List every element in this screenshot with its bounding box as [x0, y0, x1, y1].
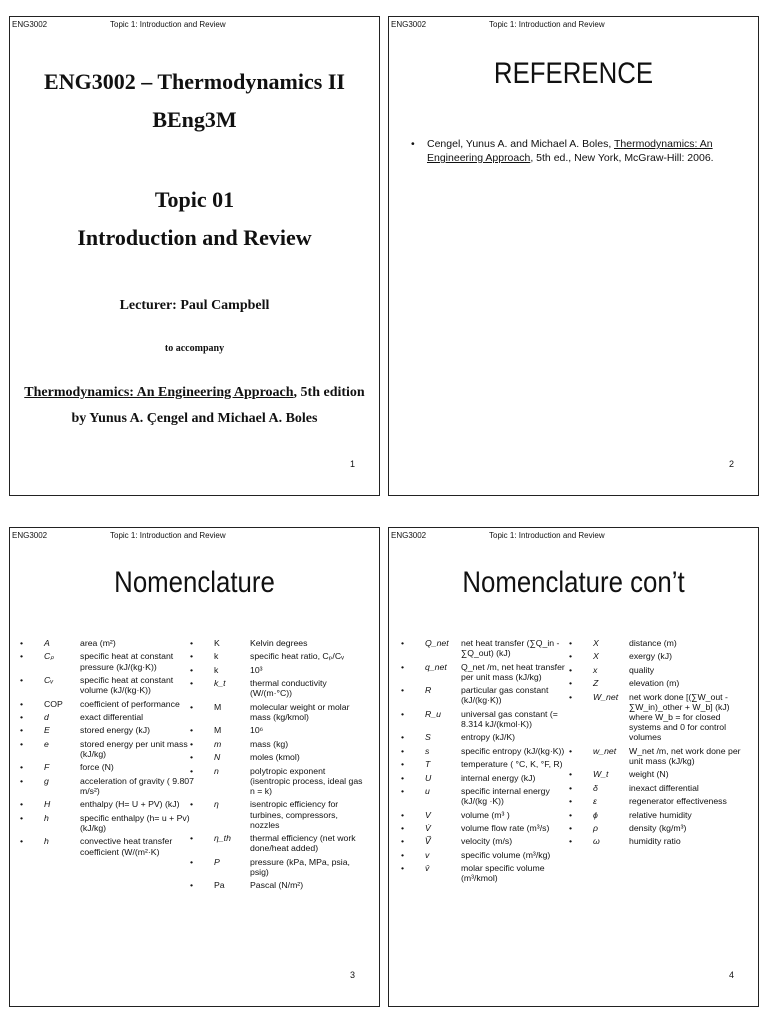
slide-title: Nomenclature con’t — [462, 566, 685, 599]
nomenclature-item — [20, 799, 194, 810]
definition: stored energy per unit mass (kJ/kg) — [80, 738, 188, 759]
bullet: • — [401, 708, 405, 719]
bullet: • — [20, 836, 24, 847]
header-topic: Topic 1: Introduction and Review — [489, 20, 605, 29]
bullet: • — [190, 856, 194, 867]
bullet: • — [20, 698, 24, 709]
symbol: Pa — [214, 880, 225, 891]
symbol: X — [593, 651, 599, 662]
symbol: h — [44, 836, 49, 847]
definition: Pascal (N/m²) — [250, 880, 304, 891]
slide-1 — [9, 16, 380, 496]
book-edition: , 5th edition — [293, 385, 365, 400]
nomenclature-item — [401, 836, 575, 847]
bullet: • — [401, 638, 405, 648]
symbol: Cᵥ — [44, 674, 54, 685]
bullet: • — [190, 664, 194, 675]
definition: volume flow rate (m³/s) — [461, 822, 550, 833]
symbol: v — [425, 849, 430, 860]
header-course: ENG3002 — [391, 531, 427, 540]
nomenclature-item — [20, 698, 194, 709]
nomenclature-item — [190, 664, 366, 675]
symbol: n — [214, 765, 219, 776]
symbol: k — [214, 664, 219, 675]
nomenclature-item — [190, 725, 366, 736]
bullet: • — [190, 765, 194, 776]
nomenclature-item — [20, 762, 194, 773]
definition: exact differential — [80, 711, 144, 722]
nomenclature-item — [401, 759, 575, 770]
definition: specific heat at constant volume (kJ/(kg·K)) — [80, 674, 174, 696]
definition: exergy (kJ) — [629, 651, 672, 662]
symbol: ε — [593, 796, 597, 807]
reference-item: • Cengel, Yunus A. and Michael A. Boles, Thermodynamics: An Engineering Approach, 5th ed., New York, McGraw-Hill: 2006. — [405, 137, 738, 165]
definition: specific heat ratio, Cₚ/Cᵥ — [250, 651, 344, 662]
nomenclature-item — [190, 678, 366, 699]
bullet: • — [401, 745, 405, 756]
bullet: • — [20, 812, 24, 823]
definition: polytropic exponent (isentropic process, ideal gas n = k) — [250, 765, 363, 796]
bullet: • — [20, 775, 24, 786]
bullet: • — [569, 638, 573, 648]
symbol: Cₚ — [44, 651, 54, 662]
bullet: • — [20, 674, 24, 685]
definition: 10⁶ — [250, 725, 264, 736]
nomenclature-item — [20, 775, 194, 796]
nomenclature-item — [190, 738, 366, 749]
symbol: v̄ — [425, 863, 430, 874]
header-course: ENG3002 — [12, 20, 48, 29]
nomenclature-item — [401, 685, 575, 706]
symbol: M — [214, 725, 222, 736]
bullet: • — [20, 651, 24, 662]
definition: net heat transfer (∑Q_in - ∑Q_out) (kJ) — [461, 638, 560, 659]
bullet: • — [569, 822, 573, 833]
lecturer: Lecturer: Paul Campbell — [119, 298, 270, 313]
bullet: • — [569, 796, 573, 807]
nomenclature-item — [569, 769, 745, 780]
definition: convective heat transfer coefficient (W/(m²·K) — [80, 836, 173, 857]
bullet: • — [569, 809, 573, 820]
symbol: K — [214, 638, 220, 648]
bullet: • — [190, 725, 194, 736]
symbol: w_net — [593, 745, 617, 756]
header-course: ENG3002 — [391, 20, 427, 29]
bullet: • — [401, 849, 405, 860]
definition: entropy (kJ/K) — [461, 732, 516, 743]
definition: molecular weight or molar mass (kg/kmol) — [250, 701, 350, 722]
definition: 10³ — [250, 664, 263, 675]
bullet: • — [569, 691, 573, 702]
bullet: • — [569, 651, 573, 662]
page-number: 2 — [728, 459, 734, 469]
symbol: d — [44, 711, 49, 722]
bullet: • — [401, 863, 405, 874]
nomenclature-item — [190, 880, 366, 891]
bullet: • — [20, 738, 24, 749]
symbol: Q_net — [425, 638, 449, 648]
page-number: 3 — [349, 970, 355, 980]
nomenclature-item — [569, 745, 745, 766]
nomenclature-list-right — [569, 638, 745, 850]
page-number: 4 — [728, 970, 734, 980]
definition: pressure (kPa, MPa, psia, psig) — [250, 856, 350, 877]
bullet: • — [569, 782, 573, 793]
nomenclature-item — [569, 664, 745, 675]
bullet: • — [401, 661, 405, 672]
nomenclature-item — [20, 711, 194, 722]
symbol: η — [214, 799, 219, 810]
bullet: • — [401, 822, 405, 833]
definition: Q_net /m, net heat transfer per unit mass (kJ/kg) — [461, 661, 565, 682]
bullet: • — [190, 752, 194, 763]
slide-4 — [388, 527, 759, 1007]
header-topic: Topic 1: Introduction and Review — [110, 20, 226, 29]
nomenclature-item — [569, 782, 745, 793]
symbol: ϕ — [593, 809, 598, 820]
nomenclature-item — [569, 678, 745, 689]
nomenclature-item — [569, 796, 745, 807]
bullet: • — [20, 762, 24, 773]
symbol: N — [214, 752, 221, 763]
book-authors: by Yunus A. Çengel and Michael A. Boles — [71, 411, 318, 426]
nomenclature-item — [190, 701, 366, 722]
bullet: • — [569, 678, 573, 689]
nomenclature-item — [20, 638, 194, 648]
bullet: • — [569, 836, 573, 847]
nomenclature-item — [190, 651, 366, 662]
nomenclature-item — [401, 638, 575, 659]
nomenclature-item — [569, 691, 745, 743]
bullet: • — [190, 738, 194, 749]
definition: mass (kg) — [250, 738, 289, 749]
programme-title: BEng3M — [152, 107, 237, 132]
nomenclature-list-left — [401, 638, 575, 887]
nomenclature-item — [20, 738, 194, 759]
symbol: δ — [593, 782, 598, 793]
symbol: W_t — [593, 769, 609, 780]
bullet: • — [569, 664, 573, 675]
bullet: • — [401, 785, 405, 796]
definition: molar specific volume (m³/kmol) — [461, 863, 545, 884]
nomenclature-item — [401, 708, 575, 729]
reference-list — [405, 137, 738, 165]
symbol: H — [44, 799, 51, 810]
definition: enthalpy (H= U + PV) (kJ) — [80, 799, 180, 810]
nomenclature-item — [569, 651, 745, 662]
symbol: Z — [593, 678, 599, 689]
nomenclature-list-left — [20, 638, 194, 860]
definition: universal gas constant (= 8.314 kJ/(kmol·K)) — [461, 708, 558, 729]
symbol: u — [425, 785, 430, 796]
nomenclature-item — [401, 849, 575, 860]
symbol: M — [214, 701, 222, 712]
definition: acceleration of gravity ( 9.807 m/s²) — [80, 775, 194, 796]
nomenclature-item — [569, 809, 745, 820]
symbol: η_th — [214, 833, 231, 844]
symbol: V — [425, 809, 431, 820]
bullet: • — [190, 678, 194, 689]
definition: coefficient of performance — [80, 698, 180, 709]
definition: force (N) — [80, 762, 114, 773]
definition: specific volume (m³/kg) — [461, 849, 551, 860]
definition: W_net /m, net work done per unit mass (kJ/kg) — [629, 745, 741, 766]
book-line — [10, 385, 379, 401]
header-topic: Topic 1: Introduction and Review — [110, 531, 226, 540]
bullet: • — [190, 701, 194, 712]
definition: area (m²) — [80, 638, 116, 648]
slide-title: REFERENCE — [493, 57, 654, 90]
definition: volume (m³ ) — [461, 809, 510, 820]
bullet: • — [20, 711, 24, 722]
definition: net work done [(∑W_out - ∑W_in)_other + W_b] (kJ) where W_b = for closed systems and 0 for control volumes — [629, 691, 730, 743]
slide-title: Nomenclature — [114, 566, 275, 599]
course-title: ENG3002 – Thermodynamics II — [44, 69, 345, 94]
symbol: F — [44, 762, 50, 773]
definition: humidity ratio — [629, 836, 681, 847]
nomenclature-item — [190, 799, 366, 830]
nomenclature-item — [569, 822, 745, 833]
nomenclature-item — [569, 638, 745, 648]
nomenclature-item — [20, 651, 194, 672]
bullet: • — [190, 833, 194, 844]
page-number: 1 — [349, 459, 355, 469]
bullet: • — [401, 836, 405, 847]
reference-book-title: Thermodynamics: An Engineering Approach — [427, 138, 713, 164]
definition: specific internal energy (kJ/(kg ·K)) — [461, 785, 550, 807]
nomenclature-item — [401, 745, 575, 756]
bullet: • — [190, 799, 194, 810]
bullet: • — [401, 772, 405, 783]
symbol: g — [44, 775, 49, 786]
nomenclature-item — [20, 725, 194, 736]
nomenclature-item — [190, 856, 366, 877]
nomenclature-item — [190, 638, 366, 648]
definition: elevation (m) — [629, 678, 680, 689]
definition: specific heat at constant pressure (kJ/(kg·K)) — [80, 651, 174, 672]
accompany-text: to accompany — [164, 343, 225, 354]
bullet: • — [401, 685, 405, 696]
header-course: ENG3002 — [12, 531, 48, 540]
symbol: k_t — [214, 678, 226, 689]
definition: thermal conductivity (W/(m·°C)) — [250, 678, 327, 699]
nomenclature-item — [20, 836, 194, 857]
bullet: • — [190, 651, 194, 662]
definition: inexact differential — [629, 782, 699, 793]
definition: particular gas constant (kJ/(kg·K)) — [461, 685, 549, 706]
symbol: R — [425, 685, 432, 696]
definition: isentropic efficiency for turbines, compressors, nozzles — [250, 799, 339, 830]
symbol: q_net — [425, 661, 447, 672]
symbol: ω — [593, 836, 600, 847]
bullet: • — [190, 638, 194, 648]
slide-2 — [388, 16, 759, 496]
nomenclature-item — [190, 765, 366, 797]
symbol: X — [593, 638, 599, 648]
nomenclature-item — [401, 822, 575, 833]
definition: internal energy (kJ) — [461, 772, 536, 783]
bullet: • — [20, 725, 24, 736]
nomenclature-item — [190, 752, 366, 763]
symbol: V⃗ — [425, 836, 431, 847]
symbol: A — [44, 638, 50, 648]
definition: specific enthalpy (h= u + Pv) (kJ/kg) — [80, 812, 190, 833]
nomenclature-item — [401, 863, 575, 884]
nomenclature-item — [569, 836, 745, 847]
definition: quality — [629, 664, 655, 675]
definition: distance (m) — [629, 638, 677, 648]
definition: velocity (m/s) — [461, 836, 513, 847]
symbol: R_u — [425, 708, 441, 719]
bullet: • — [401, 809, 405, 820]
bullet: • — [569, 745, 573, 756]
definition: moles (kmol) — [250, 752, 300, 763]
symbol: P — [214, 856, 220, 867]
nomenclature-item — [401, 772, 575, 783]
symbol: k — [214, 651, 219, 662]
topic-number: Topic 01 — [154, 187, 235, 212]
symbol: e — [44, 738, 49, 749]
symbol: S — [425, 732, 431, 743]
definition: stored energy (kJ) — [80, 725, 151, 736]
symbol: m — [214, 738, 222, 749]
definition: thermal efficiency (net work done/heat added) — [250, 833, 356, 854]
symbol: V̇ — [425, 822, 431, 833]
definition: regenerator effectiveness — [629, 796, 727, 807]
definition: relative humidity — [629, 809, 692, 820]
definition: specific entropy (kJ/(kg·K)) — [461, 745, 565, 756]
topic-title: Introduction and Review — [77, 225, 312, 250]
symbol: s — [425, 745, 430, 756]
bullet: • — [190, 880, 194, 891]
symbol: E — [44, 725, 50, 736]
symbol: COP — [44, 698, 63, 709]
nomenclature-item — [190, 833, 366, 854]
definition: Kelvin degrees — [250, 638, 308, 648]
bullet: • — [20, 638, 24, 648]
nomenclature-item — [401, 661, 575, 682]
bullet: • — [401, 732, 405, 743]
header-topic: Topic 1: Introduction and Review — [489, 531, 605, 540]
symbol: x — [593, 664, 598, 675]
symbol: U — [425, 772, 432, 783]
bullet: • — [401, 759, 405, 770]
symbol: T — [425, 759, 431, 770]
bullet: • — [569, 769, 573, 780]
nomenclature-item — [20, 674, 194, 696]
nomenclature-item — [20, 812, 194, 833]
symbol: W_net — [593, 691, 619, 702]
nomenclature-item — [401, 732, 575, 743]
nomenclature-item — [401, 809, 575, 820]
nomenclature-item — [401, 785, 575, 807]
slide-3 — [9, 527, 380, 1007]
definition: density (kg/m³) — [629, 822, 687, 833]
symbol: h — [44, 812, 49, 823]
symbol: ρ — [593, 822, 598, 833]
definition: weight (N) — [629, 769, 669, 780]
definition: temperature ( °C, K, °F, R) — [461, 759, 563, 770]
bullet: • — [20, 799, 24, 810]
nomenclature-list-right — [190, 638, 366, 894]
book-title: Thermodynamics: An Engineering Approach — [24, 385, 294, 400]
